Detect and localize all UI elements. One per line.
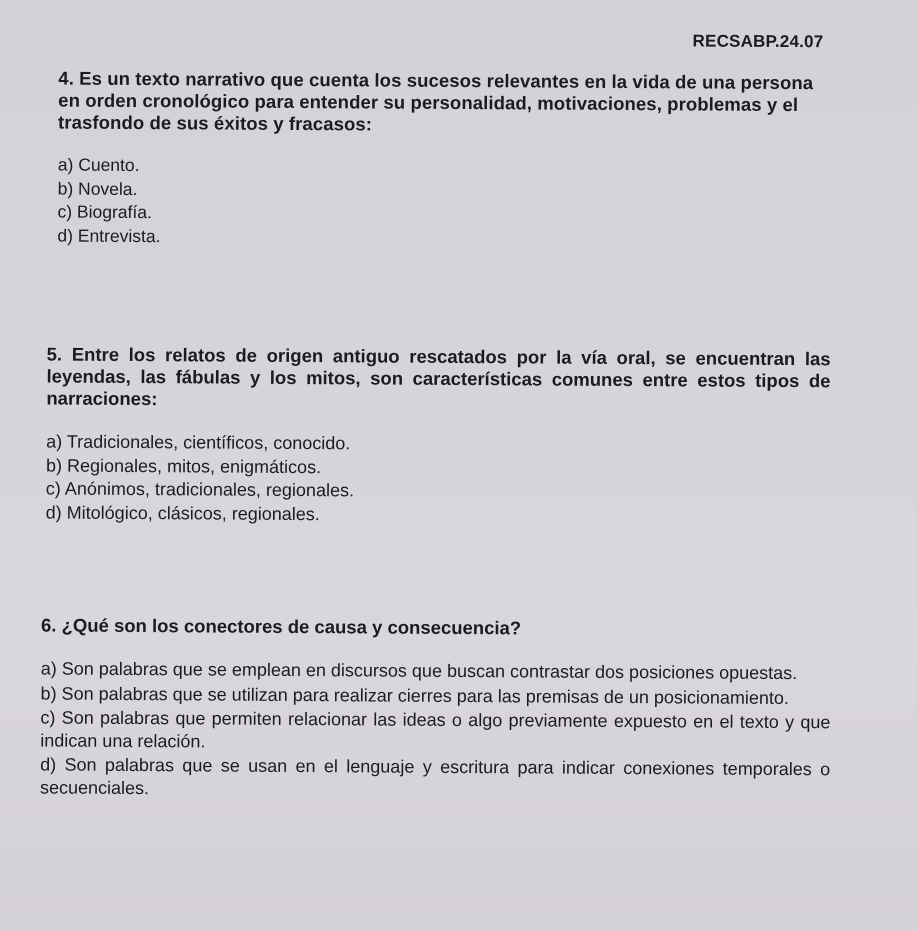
question-6-option-c[interactable]: c) Son palabras que permiten relacionar las ideas o algo previamente expuesto en el texto y que indican una relación. xyxy=(40,707,831,751)
question-6-option-d[interactable]: d) Son palabras que se usan en el lenguaje y escritura para indicar conexiones temporales o secuenciales. xyxy=(39,754,831,798)
question-4-prompt: 4. Es un texto narrativo que cuenta los sucesos relevantes en la vida de una persona en orden cronológico para entender su personalidad, motivaciones, problemas y el trasfondo de sus éxitos y fracasos: xyxy=(58,67,814,135)
question-6-options xyxy=(40,657,831,803)
document-code: RECSABP.24.07 xyxy=(692,31,824,52)
question-5-prompt: 5. Entre los relatos de origen antiguo rescatados por la vía oral, se encuentran las leyendas, las fábulas y los mitos, son características comunes entre estos tipos de narraciones: xyxy=(46,343,831,410)
question-4-options xyxy=(57,154,830,253)
question-5-option-d[interactable]: d) Mitológico, clásicos, regionales. xyxy=(45,501,320,524)
question-5-options xyxy=(46,430,831,529)
question-6-prompt: 6. ¿Qué son los conectores de causa y consecuencia? xyxy=(40,614,522,639)
question-4-option-b[interactable]: b) Novela. xyxy=(57,178,138,199)
question-4-option-c[interactable]: c) Biografía. xyxy=(57,201,152,223)
question-6-option-b[interactable]: b) Son palabras que se utilizan para realizar cierres para las premisas de un posicionamiento. xyxy=(40,682,790,708)
question-4-option-d[interactable]: d) Entrevista. xyxy=(57,225,161,246)
question-5-option-a[interactable]: a) Tradicionales, científicos, conocido. xyxy=(46,431,351,454)
question-5-option-b[interactable]: b) Regionales, mitos, enigmáticos. xyxy=(45,454,322,477)
question-5 xyxy=(46,343,831,529)
question-5-option-c[interactable]: c) Anónimos, tradicionales, regionales. xyxy=(45,478,355,501)
question-6-option-a[interactable]: a) Son palabras que se emplean en discursos que buscan contrastar dos posiciones opuestas. xyxy=(40,658,798,684)
question-4-option-a[interactable]: a) Cuento. xyxy=(57,154,140,176)
question-4 xyxy=(57,68,830,253)
question-6 xyxy=(40,614,831,805)
